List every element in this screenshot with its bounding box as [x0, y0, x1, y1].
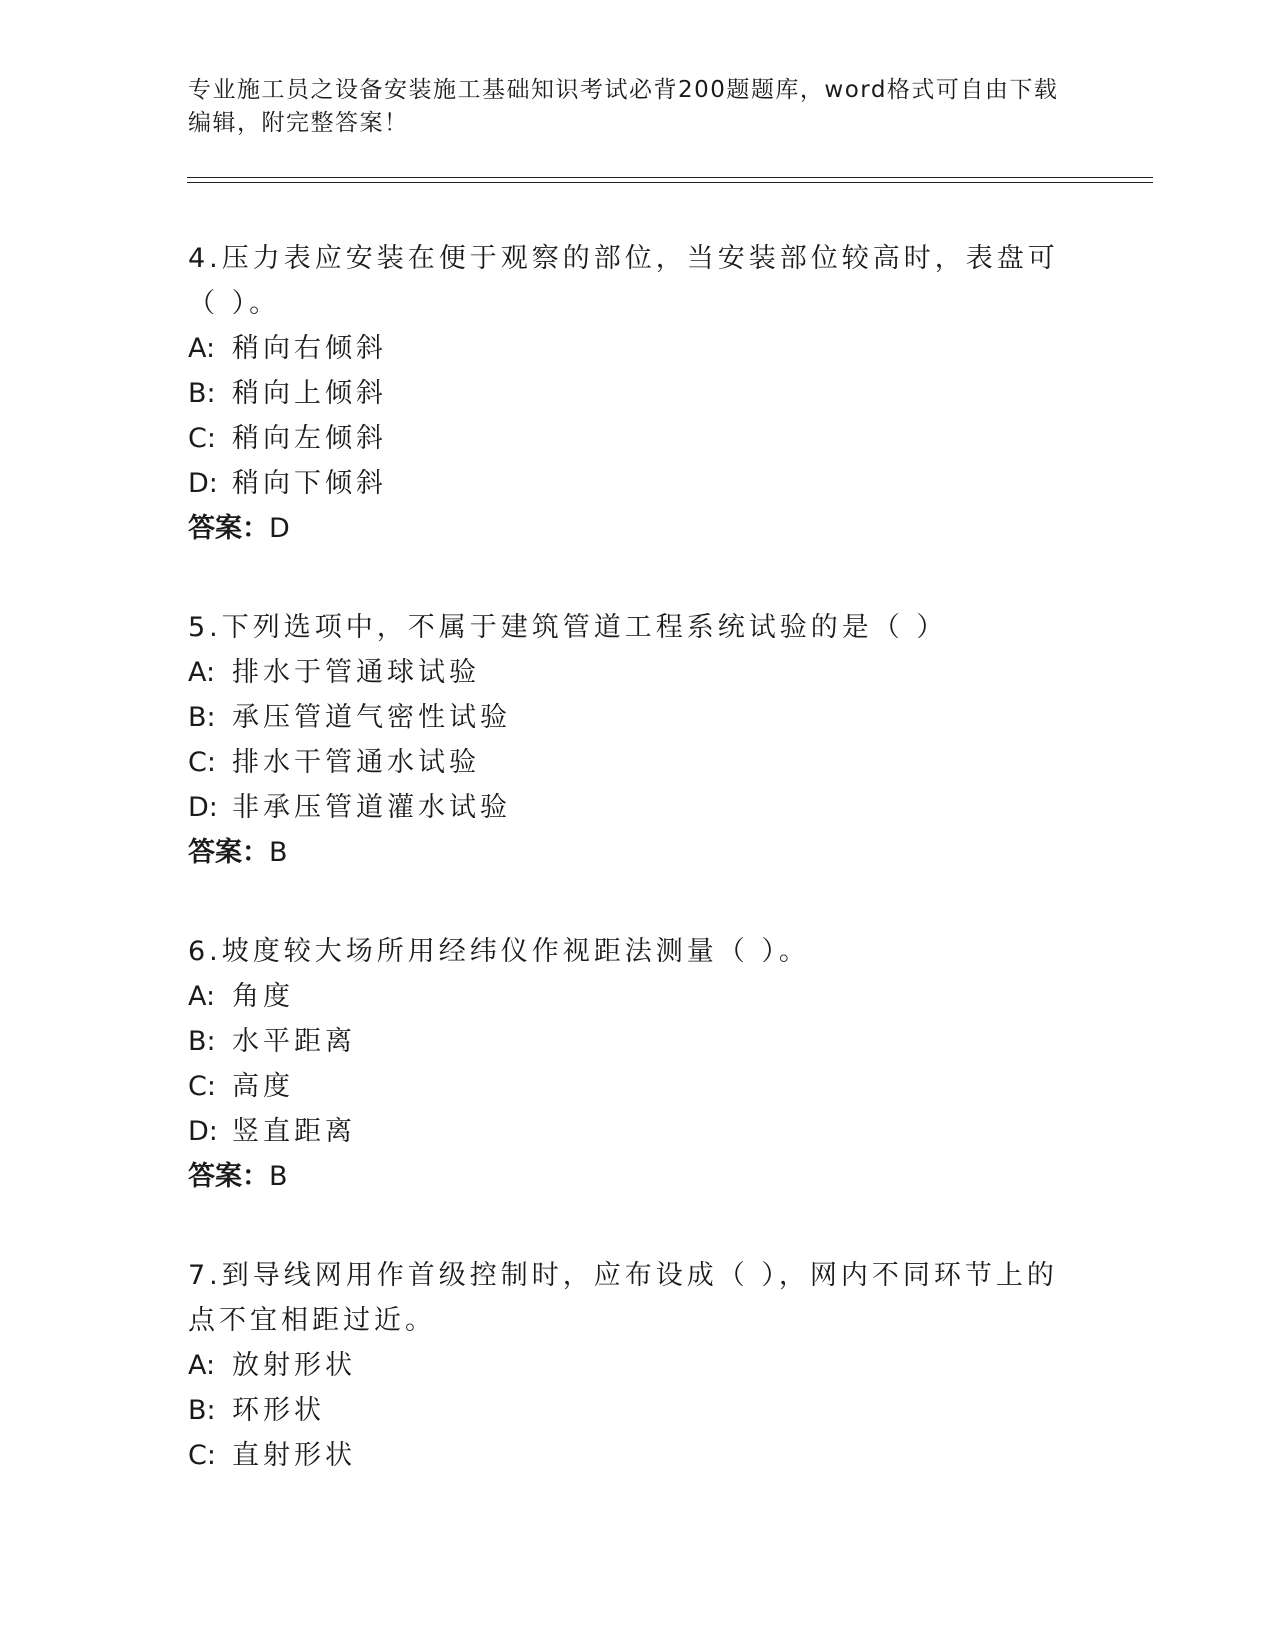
answer-label: 答案：: [188, 513, 269, 544]
option-text: 角度: [232, 981, 294, 1012]
option-key: A:: [188, 981, 216, 1012]
option-key: D:: [188, 792, 218, 823]
answer-value: B: [269, 1161, 288, 1192]
question-text: 7.到导线网用作首级控制时，应布设成（ ），网内不同环节上的点不宜相距过近。: [188, 1260, 1058, 1336]
answer-label: 答案：: [188, 837, 269, 868]
option-d: [188, 1109, 1088, 1154]
option-text: 稍向右倾斜: [232, 333, 387, 364]
question-list: [188, 236, 1088, 1532]
option-key: C:: [188, 747, 216, 778]
option-a: [188, 326, 1088, 371]
option-key: A:: [188, 657, 216, 688]
option-text: 非承压管道灌水试验: [232, 792, 511, 823]
header-line-1: 专业施工员之设备安装施工基础知识考试必背200题题库，word格式可自由下载: [188, 77, 1059, 103]
option-text: 环形状: [232, 1395, 325, 1426]
header-divider-top: [187, 177, 1153, 178]
option-text: 高度: [232, 1071, 294, 1102]
question-text: 6.坡度较大场所用经纬仪作视距法测量（ ）。: [188, 936, 810, 967]
option-text: 水平距离: [232, 1026, 356, 1057]
document-header: [188, 74, 1088, 140]
option-key: D:: [188, 468, 218, 499]
option-b: [188, 1019, 1088, 1064]
option-key: C:: [188, 423, 216, 454]
option-text: 稍向下倾斜: [232, 468, 387, 499]
header-divider-bottom: [187, 182, 1153, 183]
question-5: [188, 605, 1088, 875]
question-4: [188, 236, 1088, 551]
option-text: 直射形状: [232, 1440, 356, 1471]
option-text: 排水干管通水试验: [232, 747, 480, 778]
question-6: [188, 929, 1088, 1199]
option-key: A:: [188, 1350, 216, 1381]
option-key: B:: [188, 702, 216, 733]
option-d: [188, 785, 1088, 830]
option-a: [188, 1343, 1088, 1388]
option-c: [188, 1064, 1088, 1109]
answer-value: D: [269, 513, 290, 544]
option-text: 放射形状: [232, 1350, 356, 1381]
option-text: 竖直距离: [232, 1116, 356, 1147]
answer: [188, 506, 1088, 551]
option-c: [188, 740, 1088, 785]
option-key: A:: [188, 333, 216, 364]
option-c: [188, 416, 1088, 461]
option-a: [188, 650, 1088, 695]
option-text: 排水于管通球试验: [232, 657, 480, 688]
option-key: B:: [188, 1395, 216, 1426]
header-line-2: 编辑，附完整答案！: [188, 110, 409, 136]
option-b: [188, 695, 1088, 740]
option-a: [188, 974, 1088, 1019]
option-key: B:: [188, 1026, 216, 1057]
option-text: 承压管道气密性试验: [232, 702, 511, 733]
answer: [188, 1154, 1088, 1199]
answer-value: B: [269, 837, 288, 868]
option-key: C:: [188, 1071, 216, 1102]
option-b: [188, 1388, 1088, 1433]
option-b: [188, 371, 1088, 416]
option-text: 稍向左倾斜: [232, 423, 387, 454]
option-key: C:: [188, 1440, 216, 1471]
answer: [188, 830, 1088, 875]
option-c: [188, 1433, 1088, 1478]
option-d: [188, 461, 1088, 506]
option-text: 稍向上倾斜: [232, 378, 387, 409]
option-key: B:: [188, 378, 216, 409]
question-text: 5.下列选项中，不属于建筑管道工程系统试验的是（ ）: [188, 612, 948, 643]
answer-label: 答案：: [188, 1161, 269, 1192]
question-text: 4.压力表应安装在便于观察的部位，当安装部位较高时，表盘可（ ）。: [188, 243, 1059, 319]
option-key: D:: [188, 1116, 218, 1147]
question-7: [188, 1253, 1088, 1478]
